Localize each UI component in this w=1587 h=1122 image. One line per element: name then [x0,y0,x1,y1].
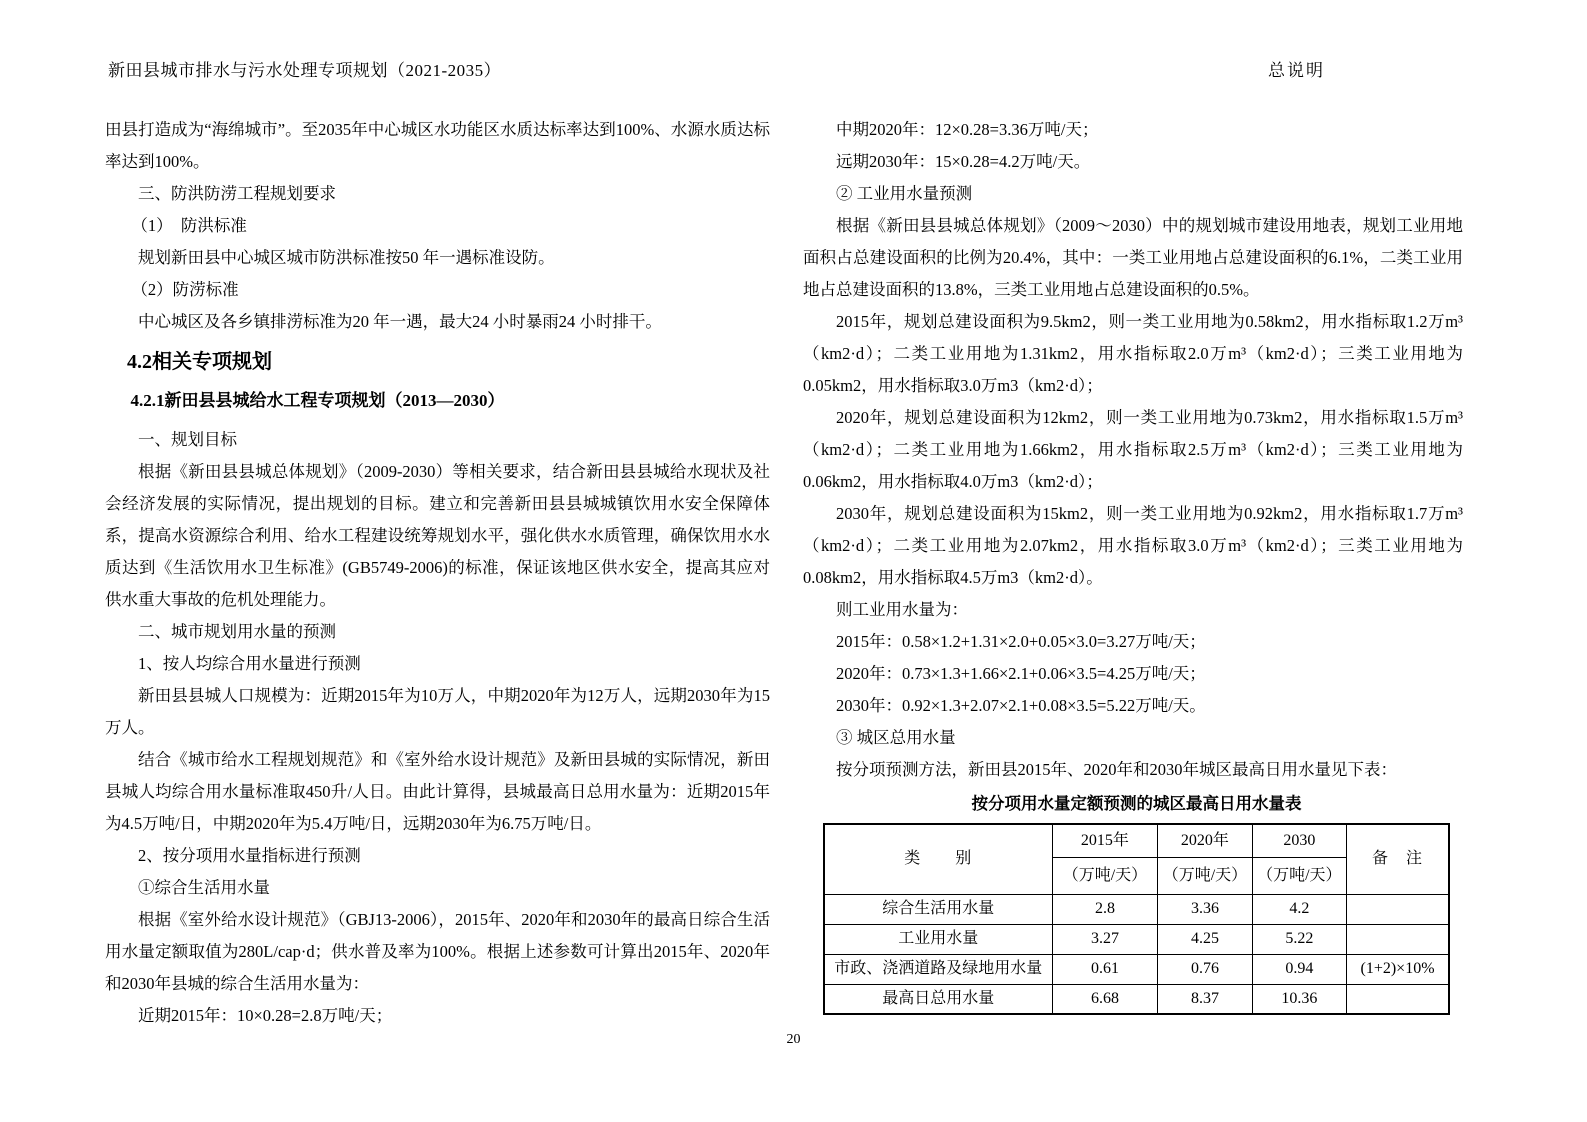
right-column [803,114,1463,1015]
formula-industrial-2030: 2030年：0.92×1.3+2.07×2.1+0.08×3.5=5.22万吨/天。 [836,696,1206,715]
page-number: 20 [786,1032,801,1047]
paragraph-population-scale: 新田县县城人口规模为：近期2015年为10万人，中期2020年为12万人，远期2030年为15万人。 [105,686,770,737]
cell-value: 6.68 [1052,984,1158,1014]
paragraph-industrial-2020: 2020年，规划总建设面积为12km2，则一类工业用地为0.73km2，用水指标取1.5万m³（km2·d）；二类工业用地为1.66km2，用水指标取2.5万m³（km2·d）；三类工业用地为0.06km2，用水指标取4.0万m3（km2·d）； [803,408,1463,491]
cell-value: 3.36 [1158,894,1252,924]
heading-total-urban-water: ③ 城区总用水量 [836,728,956,747]
cell-value: 10.36 [1252,984,1346,1014]
table-title: 按分项用水量定额预测的城区最高日用水量表 [971,794,1302,813]
left-column [105,114,770,1032]
section-heading-4-2: 4.2相关专项规划 [127,351,272,373]
cell-value: 0.61 [1052,954,1158,984]
unit-header-2020: （万吨/天） [1158,857,1252,894]
formula-industrial-2015: 2015年：0.58×1.2+1.31×2.0+0.05×3.0=3.27万吨/天； [836,632,1206,651]
paragraph-waterlogging-detail: 中心城区及各乡镇排涝标准为20 年一遇，最大24 小时暴雨24 小时排干。 [138,312,662,331]
row-label: 市政、浇洒道路及绿地用水量 [824,954,1052,984]
heading-water-demand-forecast: 二、城市规划用水量的预测 [138,622,336,641]
column-header-category: 类 别 [824,824,1052,894]
row-label: 综合生活用水量 [824,894,1052,924]
unit-header-2015: （万吨/天） [1052,857,1158,894]
item-waterlogging-standard: （2）防涝标准 [131,280,239,299]
heading-industrial-forecast: ② 工业用水量预测 [836,184,973,203]
table-row-municipal [824,954,1449,984]
table-header-row-years [824,824,1449,857]
column-header-remark: 备 注 [1347,824,1450,894]
section-heading-4-2-1: 4.2.1新田县县城给水工程专项规划（2013—2030） [130,391,505,410]
cell-value: 0.94 [1252,954,1346,984]
paragraph-planning-goal: 根据《新田县县城总体规划》（2009-2030）等相关要求，结合新田县县城给水现状及社会经济发展的实际情况，提出规划的目标。建立和完善新田县县城城镇饮用水安全保障体系，提高水资源综合利用、给水工程建设统筹规划水平，强化供水水质管理，确保饮用水水质达到《生活饮用水卫生标准》(GB5749-2006)的标准，保证该地区供水安全，提高其应对供水重大事故的危机处理能力。 [105,462,770,609]
heading-industrial-usage: 则工业用水量为： [836,600,968,619]
table-row-domestic [824,894,1449,924]
cell-value: 5.22 [1252,924,1346,954]
cell-value: 4.2 [1252,894,1346,924]
row-label: 工业用水量 [824,924,1052,954]
water-usage-table [823,823,1450,1015]
formula-2030-domestic: 远期2030年：15×0.28=4.2万吨/天。 [836,152,1091,171]
unit-header-2030: （万吨/天） [1252,857,1346,894]
header-section-label: 总说明 [1268,61,1325,80]
paragraph-industrial-2030: 2030年，规划总建设面积为15km2，则一类工业用地为0.92km2，用水指标取1.7万m³（km2·d）；二类工业用地为2.07km2，用水指标取3.0万m³（km2·d）；三类工业用地为0.08km2，用水指标取4.5万m3（km2·d）。 [803,504,1463,587]
paragraph-flood-standard-detail: 规划新田县中心城区城市防洪标准按50 年一遇标准设防。 [138,248,555,267]
heading-planning-goal: 一、规划目标 [138,430,237,449]
paragraph-sponge-city: 田县打造成为“海绵城市”。至2035年中心城区水功能区水质达标率达到100%、水源水质达标率达到100%。 [105,120,770,171]
cell-value: 8.37 [1158,984,1252,1014]
cell-value: 0.76 [1158,954,1252,984]
header-document-title: 新田县城市排水与污水处理专项规划（2021-2035） [108,61,502,80]
table-row-max-daily-total [824,984,1449,1014]
cell-value: 2.8 [1052,894,1158,924]
cell-value: 3.27 [1052,924,1158,954]
cell-remark [1347,924,1450,954]
cell-remark: (1+2)×10% [1347,954,1450,984]
paragraph-domestic-water-detail: 根据《室外给水设计规范》（GBJ13-2006），2015年、2020年和2030年的最高日综合生活用水量定额取值为280L/cap·d；供水普及率为100%。根据上述参数可计算出2015年、2020年和2030年县城的综合生活用水量为： [105,910,770,993]
paragraph-table-intro: 按分项预测方法，新田县2015年、2020年和2030年城区最高日用水量见下表： [836,760,1397,779]
row-label: 最高日总用水量 [824,984,1052,1014]
cell-remark [1347,984,1450,1014]
column-header-2015: 2015年 [1052,824,1158,857]
formula-industrial-2020: 2020年：0.73×1.3+1.66×2.1+0.06×3.5=4.25万吨/天； [836,664,1206,683]
item-flood-standard: （1） 防洪标准 [131,216,247,235]
heading-flood-control: 三、防洪防涝工程规划要求 [138,184,336,203]
heading-per-capita-forecast: 1、按人均综合用水量进行预测 [138,654,361,673]
formula-2020-domestic: 中期2020年：12×0.28=3.36万吨/天； [836,120,1099,139]
heading-domestic-water: ①综合生活用水量 [138,878,270,897]
paragraph-industrial-land-ratio: 根据《新田县县城总体规划》（2009～2030）中的规划城市建设用地表，规划工业用地面积占总建设面积的比例为20.4%，其中：一类工业用地占总建设面积的6.1%，二类工业用地占总建设面积的13.8%，三类工业用地占总建设面积的0.5%。 [803,216,1463,299]
formula-2015-domestic: 近期2015年：10×0.28=2.8万吨/天； [138,1006,393,1025]
paragraph-per-capita-standard: 结合《城市给水工程规划规范》和《室外给水设计规范》及新田县城的实际情况，新田县城人均综合用水量标准取450升/人日。由此计算得，县城最高日总用水量为：近期2015年为4.5万吨/日，中期2020年为5.4万吨/日，远期2030年为6.75万吨/日。 [105,750,770,833]
heading-itemized-forecast: 2、按分项用水量指标进行预测 [138,846,361,865]
cell-value: 4.25 [1158,924,1252,954]
column-header-2020: 2020年 [1158,824,1252,857]
cell-remark [1347,894,1450,924]
column-header-2030: 2030 [1252,824,1346,857]
table-row-industrial [824,924,1449,954]
paragraph-industrial-2015: 2015年，规划总建设面积为9.5km2，则一类工业用地为0.58km2，用水指标取1.2万m³（km2·d）；二类工业用地为1.31km2，用水指标取2.0万m³（km2·d）；三类工业用地为0.05km2，用水指标取3.0万m3（km2·d）； [803,312,1463,395]
